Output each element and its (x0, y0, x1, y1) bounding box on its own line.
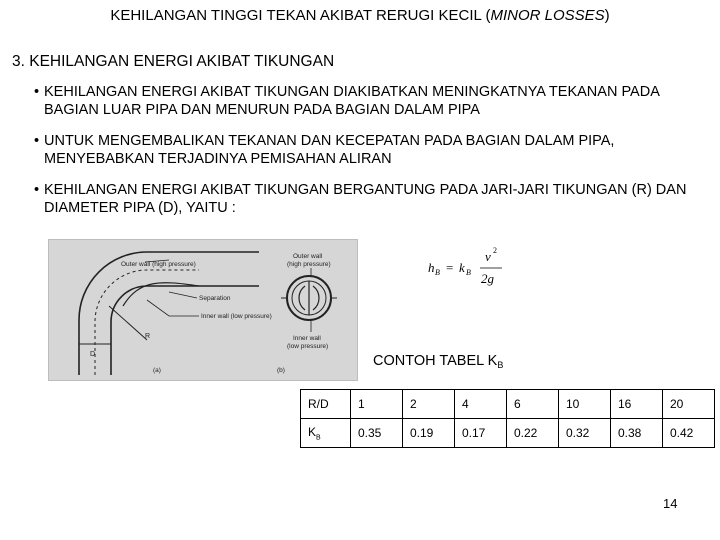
bullet-item (34, 83, 704, 119)
table-cell: 0.22 (507, 419, 559, 448)
formula-k-sub: B (466, 268, 471, 277)
kb-label: K (308, 424, 317, 439)
table-cell: 6 (507, 390, 559, 419)
formula-h: h (428, 260, 435, 275)
table-caption-sub: B (497, 360, 504, 370)
kb-label-sub: B (316, 434, 321, 442)
header-title-end: ) (604, 7, 610, 24)
bullet-text: KEHILANGAN ENERGI AKIBAT TIKUNGAN DIAKIBATKAN MENINGKATNYA TEKANAN PADA BAGIAN LUAR PIPA DAN MENURUN PADA BAGIAN DALAM PIPA (44, 84, 660, 118)
table-cell: 1 (351, 390, 403, 419)
table-cell: 16 (611, 390, 663, 419)
bullet-marker: • (34, 182, 40, 198)
table-cell-label: R/D (301, 390, 351, 419)
bullet-text: UNTUK MENGEMBALIKAN TEKANAN DAN KECEPATAN PADA BAGIAN DALAM PIPA, MENYEBABKAN TERJADINYA PEMISAHAN ALIRAN (44, 133, 615, 167)
table-cell: 0.32 (559, 419, 611, 448)
bullet-marker: • (34, 133, 40, 149)
table-cell: 4 (455, 390, 507, 419)
table-cell: 2 (403, 390, 455, 419)
inner-wall-b-label-2: (low pressure) (287, 343, 329, 350)
bullet-marker: • (34, 84, 40, 100)
table-caption-text: CONTOH TABEL K (373, 353, 498, 369)
header-title-italic: MINOR LOSSES (490, 7, 605, 24)
table-cell: 0.19 (403, 419, 455, 448)
table-cell: 0.38 (611, 419, 663, 448)
bullet-item (34, 181, 704, 217)
inner-wall-label: Inner wall (low pressure) (201, 313, 272, 320)
table-caption (373, 353, 503, 370)
formula-svg (420, 244, 530, 294)
kb-table (300, 389, 715, 448)
separation-label: Separation (199, 295, 231, 302)
bullet-text: KEHILANGAN ENERGI AKIBAT TIKUNGAN BERGANTUNG PADA JARI-JARI TIKUNGAN (R) DAN DIAMETER PIPA (D), YAITU : (44, 182, 687, 216)
figure-b-label: (b) (277, 367, 285, 374)
table-row (301, 390, 715, 419)
diameter-label: D (90, 351, 96, 358)
table-row (301, 419, 715, 448)
formula-equals: = (446, 260, 454, 275)
outer-wall-b-label-1: Outer wall (293, 253, 323, 260)
pipe-bend-diagram (49, 240, 357, 380)
inner-wall-line (111, 286, 259, 375)
formula-k: k (459, 260, 465, 275)
bend-loss-formula (420, 244, 530, 294)
figure-a-label: (a) (153, 367, 161, 374)
slide-header (0, 7, 720, 24)
table-cell: 0.42 (663, 419, 715, 448)
formula-h-sub: B (435, 268, 440, 277)
table-cell: 0.35 (351, 419, 403, 448)
inner-wall-b-label-1: Inner wall (293, 335, 321, 342)
outer-wall-b-label-2: (high pressure) (287, 261, 331, 268)
table-cell-label (301, 419, 351, 448)
radius-label: R (145, 333, 151, 340)
formula-numerator-sup: 2 (493, 246, 497, 255)
table-cell: 0.17 (455, 419, 507, 448)
bullet-item (34, 132, 704, 168)
pipe-bend-figure (48, 239, 358, 381)
table-cell: 20 (663, 390, 715, 419)
page-number: 14 (663, 496, 678, 511)
formula-numerator: v (485, 249, 491, 264)
table-cell: 10 (559, 390, 611, 419)
section-title: 3. KEHILANGAN ENERGI AKIBAT TIKUNGAN (12, 53, 335, 70)
formula-denominator: 2g (481, 271, 494, 286)
outer-wall-label: Outer wall (high pressure) (121, 261, 196, 268)
header-title: KEHILANGAN TINGGI TEKAN AKIBAT RERUGI KECIL ( (110, 7, 491, 24)
